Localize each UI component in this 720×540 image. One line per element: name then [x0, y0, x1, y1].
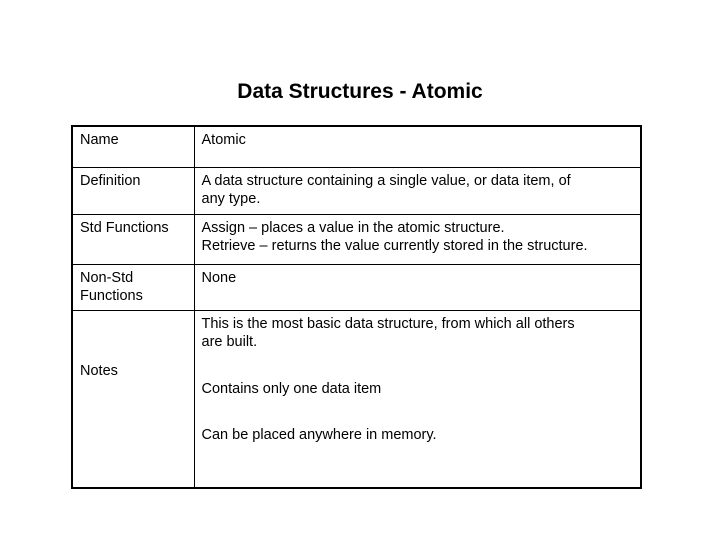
- row-value-line: This is the most basic data structure, from which all others: [201, 315, 575, 332]
- row-value-line: Can be placed anywhere in memory.: [201, 427, 437, 443]
- row-label-text: Notes: [80, 362, 118, 379]
- table-row-notes: [72, 310, 641, 488]
- table-row-non-std-functions: [72, 264, 641, 310]
- row-label-text: Non-Std: [80, 269, 134, 286]
- row-label-name: [72, 126, 194, 167]
- row-value-definition: [194, 167, 641, 214]
- row-value-line: Retrieve – returns the value currently stored in the structure.: [201, 238, 588, 254]
- paragraph-gap: [202, 352, 634, 380]
- slide-title-text: Data Structures - Atomic: [237, 80, 483, 103]
- row-value-line: are built.: [201, 334, 258, 350]
- row-value-line: A data structure containing a single value, or data item, of: [201, 172, 571, 189]
- row-value-line: any type.: [201, 191, 261, 207]
- row-value-line: Contains only one data item: [201, 380, 382, 397]
- row-value-line: None: [201, 269, 237, 286]
- row-label-non-std-functions: [72, 264, 194, 310]
- row-label-definition: [72, 167, 194, 214]
- table-row-name: [72, 126, 641, 167]
- row-value-line: Assign – places a value in the atomic structure.: [201, 219, 505, 236]
- row-value-line: Atomic: [201, 132, 246, 148]
- row-label-std-functions: [72, 214, 194, 264]
- slide-title: [0, 80, 720, 104]
- row-value-std-functions: [194, 214, 641, 264]
- table-row-std-functions: [72, 214, 641, 264]
- paragraph-gap: [202, 398, 634, 426]
- row-label-text: Name: [80, 132, 119, 148]
- row-label-notes: [72, 310, 194, 488]
- row-value-name: [194, 126, 641, 167]
- row-label-text: Definition: [80, 172, 141, 189]
- row-label-text: Std Functions: [80, 219, 169, 236]
- row-value-notes: [194, 310, 641, 488]
- definition-table: [71, 125, 642, 489]
- row-label-text: Functions: [80, 288, 143, 304]
- row-value-non-std-functions: [194, 264, 641, 310]
- table-row-definition: [72, 167, 641, 214]
